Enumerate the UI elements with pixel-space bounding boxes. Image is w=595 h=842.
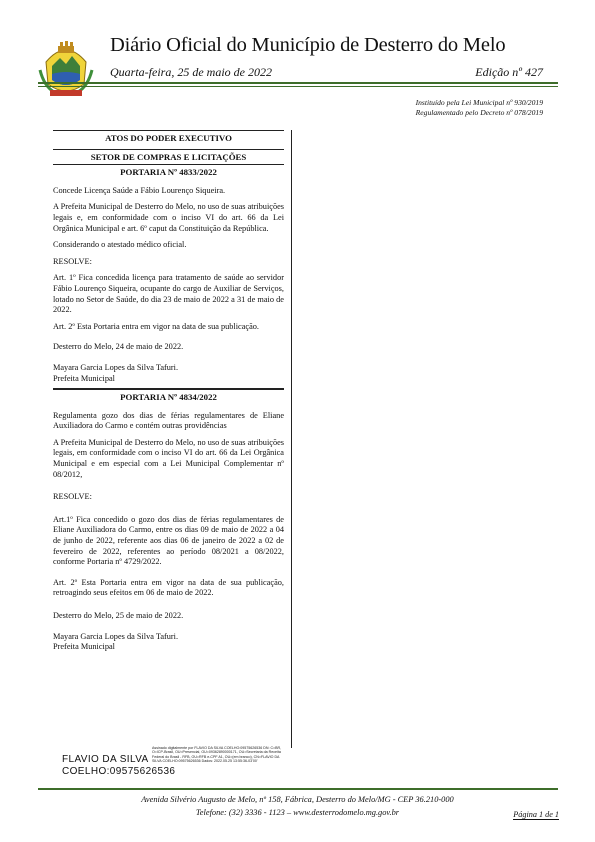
publication-date: Quarta-feira, 25 de maio de 2022 (110, 65, 272, 79)
section-heading-purchasing: SETOR DE COMPRAS E LICITAÇÕES (53, 149, 284, 165)
resolve-label: RESOLVE: (53, 492, 92, 502)
header-rule (38, 82, 558, 84)
edition-number: Edição nº 427 (475, 65, 543, 79)
footer-contact: Telefone: (32) 3336 - 1123 – www.desterrodomelo.mg.gov.br (195, 808, 400, 817)
digital-signature-details: Assinado digitalmente por FLAVIO DA SILVA COELHO:09575626536 DN: C=BR, O=ICP-Brasil, OU=Presencial, OU=09362890000171, OU=Secretaria da Receita Federal do Brasil - RFB, OU=RFB e-CPF A1, OU=(em branco), CN=FLAVIO DA SILVA COELHO:09575626536 Dados: 2022.05.25 13:55:36-03'00' (152, 746, 282, 763)
signer-role: Prefeita Municipal (53, 642, 115, 652)
resolve-label: RESOLVE: (53, 256, 92, 266)
main-column (53, 130, 284, 653)
digital-signature-name: FLAVIO DA SILVA (62, 754, 149, 765)
portaria-paragraph: A Prefeita Municipal de Desterro do Melo, no uso de suas atribuições legais, em conformidade com o inciso VI do art. 66 da Lei Orgânica Municipal e em especial com a Lei Municipal Complementar nº 08/2012, (53, 437, 284, 479)
portaria-article: Art.1º Fica concedido o gozo dos dias de férias regulamentares de Eliane Auxiliadora do Carmo, entre os dias 09 de maio de 2022 a 04 de junho de 2022, referente aos dias 06 de janeiro de 2022 a 02 de fevereiro de 2022, referentes ao período 08/2021 a 08/2022, conforme Portaria nº 4729/2022. (53, 514, 284, 567)
place-date: Desterro do Melo, 25 de maio de 2022. (53, 611, 184, 620)
section-heading-executive: ATOS DO PODER EXECUTIVO (53, 130, 284, 146)
signer-name: Mayara Garcia Lopes da Silva Tafuri. (53, 631, 179, 641)
footer-rule (38, 788, 558, 790)
page-number: Página 1 de 1 (513, 810, 559, 819)
regulation-decree: Regulamentado pelo Decreto nº 078/2019 (415, 108, 543, 117)
portaria-title: PORTARIA Nº 4833/2022 (53, 164, 284, 180)
signer-name: Mayara Garcia Lopes da Silva Tafuri. (53, 362, 179, 372)
digital-signature-id: COELHO:09575626536 (62, 766, 176, 777)
portaria-article: Art. 1º Fica concedida licença para tratamento de saúde ao servidor Fábio Lourenço Siqueira, ocupante do cargo de Auxiliar de Serviços, lotado no Setor de Saúde, do dia 23 de maio de 2022 a 31 de maio de 2022. (53, 273, 284, 315)
portaria-article: Art. 2º Esta Portaria entra em vigor na data de sua publicação. (53, 321, 260, 331)
column-divider (291, 130, 292, 748)
portaria-article: Art. 2º Esta Portaria entra em vigor na data de sua publicação, retroagindo seus efeitos em 06 de maio de 2022. (53, 577, 284, 598)
page-title: Diário Oficial do Município de Desterro do Melo (110, 34, 506, 56)
footer-address: Avenida Silvério Augusto de Melo, nº 158, Fábrica, Desterro do Melo/MG - CEP 36.210-000 (141, 795, 454, 804)
header-rule-thin (38, 86, 558, 87)
portaria-ementa: Concede Licença Saúde a Fábio Lourenço Siqueira. (53, 185, 226, 195)
institution-law: Instituído pela Lei Municipal nº 930/2019 (415, 98, 543, 107)
place-date: Desterro do Melo, 24 de maio de 2022. (53, 342, 184, 352)
municipal-crest-icon (38, 40, 94, 98)
signer-role: Prefeita Municipal (53, 373, 115, 383)
portaria-title: PORTARIA Nº 4834/2022 (53, 388, 284, 405)
portaria-ementa: Regulamenta gozo dos dias de férias regulamentares de Eliane Auxiliadora do Carmo e contém outras providências (53, 410, 284, 431)
portaria-paragraph: A Prefeita Municipal de Desterro do Melo, no uso de suas atribuições legais e, em conformidade com o inciso VI do art. 66 da Lei Orgânica Municipal e art. 6º caput da Constituição da República. (53, 202, 284, 233)
portaria-paragraph: Considerando o atestado médico oficial. (53, 240, 187, 250)
